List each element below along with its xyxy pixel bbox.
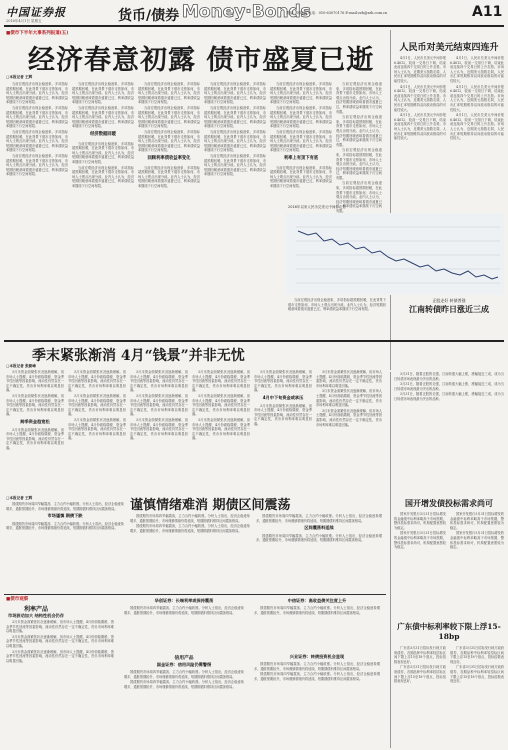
- article-body: 3月31日，随着正股的走强，江南转债大幅上涨，涨幅接近三成，成为当日转债市场表现最为突出的品种。 3月31日，随着正股的走强，江南转债大幅上涨，涨幅接近三成，成为当日转债市场表现最为突出的品种。 3月31日，随着正股的走强，江南转债大幅上涨，涨幅接近三成，成为当日转债市场表现最为突出的品种。: [394, 372, 504, 401]
- headline: 人民币对美元结束四连升: [399, 43, 499, 53]
- article-body: 3月末资金面紧张状况逐渐缓解，但市场人士提醒，4月份面临缴税、资金季节性回流等因素影响，流动性仍然存在一定不确定性，货币市场利率难以明显回落。 3月末资金面紧张状况逐渐缓解，但市场人士提醒，4月份面临缴税、资金季节性回流等因素影响，流动性仍然存在一定不确定性，货币市场利率难以明显回落。 3月末资金面紧张状况逐渐缓解，但市场人士提醒，4月份面临缴税、资金季节性回流等因素影响，流动性仍然存在一定不确定性，货币市场利率难以明显回落。: [316, 370, 382, 427]
- headline: 经济春意初露 债市盛夏已逝: [28, 45, 375, 76]
- article-body: 3月末资金面紧张状况逐渐缓解，但市场人士提醒，4月份面临缴税、资金季节性回流等因素影响，流动性仍然存在一定不确定性，货币市场利率难以明显回落。 3月末资金面紧张状况逐渐缓解，但市场人士提醒，4月份面临缴税、资金季节性回流等因素影响，流动性仍然存在一定不确定性，货币市场利率难以明显回落。 3月末资金面紧张状况逐渐缓解，但市场人士提醒，4月份面临缴税、资金季节性回流等因素影响，流动性仍然存在一定不确定性，货币市场利率难以明显回落。: [6, 620, 114, 663]
- headline: 江南转债昨日涨近三成: [409, 304, 489, 314]
- byline: □本报记者 张勤峰: [6, 364, 36, 368]
- kicker: 正股走好 转债普涨: [432, 298, 466, 303]
- masthead-rule: [4, 25, 504, 27]
- subhead: 经济数据回暖: [90, 131, 116, 137]
- article-body: 国债期货市场周四窄幅震荡，主力合约小幅收涨。分析人士指出，经济企稳迹象增多，通胀预期抬升，市场谨慎情绪仍将延续，短期期债料维持区间震荡格局。 国债期货市场周四窄幅震荡，主力合约小幅收涨。分析人士指出，经济企稳迹象增多，通胀预期抬升，市场谨慎情绪仍将延续，短期期债料维持区间震荡格局。: [130, 514, 250, 533]
- subhead: 市场谨慎 期债下跌: [47, 513, 83, 519]
- column-item: 国金证券：信用风险仍需警惕: [156, 662, 212, 667]
- page-number: A11: [472, 4, 503, 20]
- subhead: 4月中下旬资金或承压: [262, 394, 304, 400]
- article-body: 国债期货市场周四窄幅震荡，主力合约小幅收涨。分析人士指出，经济企稳迹象增多，通胀预期抬升，市场谨慎情绪仍将延续，短期期债料维持区间震荡格局。 区间震荡料延续 国债期货市场周四窄幅震荡，主力合约小幅收涨。分析人士指出，经济企稳迹象增多，通胀预期抬升，市场谨慎情绪仍将延续，短期期债料维持区间震荡格局。: [256, 514, 382, 543]
- article-body: 3月末资金面紧张状况逐渐缓解，但市场人士提醒，4月份面临缴税、资金季节性回流等因素影响，流动性仍然存在一定不确定性，货币市场利率难以明显回落。 3月末资金面紧张状况逐渐缓解，但市场人士提醒，4月份面临缴税、资金季节性回流等因素影响，流动性仍然存在一定不确定性，货币市场利率难以明显回落。 3月末资金面紧张状况逐渐缓解，但市场人士提醒，4月份面临缴税、资金季节性回流等因素影响，流动性仍然存在一定不确定性，货币市场利率难以明显回落。: [192, 370, 250, 441]
- column: [4, 596, 386, 748]
- headline: 广东债中标利率较下限上浮15-18bp: [397, 622, 501, 641]
- paper-name: 中国证券报: [6, 6, 66, 19]
- article-body: 国家开发银行3月31日招标增发的金融债中标利率略高于市场预期，整体投标需求尚可，机构配置意愿较为稳定。 国家开发银行3月31日招标增发的金融债中标利率略高于市场预期，整体投标需求尚可，机构配置意愿较为稳定。: [450, 512, 504, 550]
- series-tag: ■债市下半年大事系列报道(五): [6, 31, 69, 36]
- article-body: 国债期货市场周四窄幅震荡，主力合约小幅收涨。分析人士指出，经济企稳迹象增多，通胀预期抬升，市场谨慎情绪仍将延续，短期期债料维持区间震荡格局。: [124, 606, 244, 615]
- article-body: 当前宏观经济出现企稳迹象，多项指标超预期回暖，在此背景下债市走势如何，市场人士观点出现分歧。业内人士认为，经济短期回暖意味着债市盛夏已过，利率债收益率继续下行空间有限。 当前宏观经济出现企稳迹象，多项指标超预期回暖，在此背景下债市走势如何，市场人士观点出现分歧。业内人士认为，经济短期回暖意味着债市盛夏已过，利率债收益率继续下行空间有限。 当前宏观经济出现企稳迹象，多项指标超预期回暖，在此背景下债市走势如何，市场人士观点出现分歧。业内人士认为，经济短期回暖意味着债市盛夏已过，利率债收益率继续下行空间有限。 当前宏观经济出现企稳迹象，多项指标超预期回暖，在此背景下债市走势如何，市场人士观点出现分歧。业内人士认为，经济短期回暖意味着债市盛夏已过，利率债收益率继续下行空间有限。: [6, 82, 68, 177]
- article-body: 国债期货市场周四窄幅震荡，主力合约小幅收涨。分析人士指出，经济企稳迹象增多，通胀预期抬升，市场谨慎情绪仍将延续，短期期债料维持区间震荡格局。 市场谨慎 期债下跌 国债期货市场周四窄幅震荡，主力合约小幅收涨。分析人士指出，经济企稳迹象增多，通胀预期抬升，市场谨慎情绪仍将延续，短期期债料维持区间震荡格局。: [6, 502, 124, 531]
- section-title-en: Money·Bonds: [182, 2, 311, 22]
- chart-plot: [286, 213, 504, 295]
- subhead: 利率上有顶下有底: [283, 155, 319, 161]
- editor-line: 责编：刘晓莉 电话：010-63070176 E-mail:zzb@zzb.com.cn: [286, 11, 388, 15]
- article-body: 广东省3月31日招标发行地方政府债券，各期品种中标利率较招标区间下限上浮15至18个基点，投标倍数表现良好。 广东省3月31日招标发行地方政府债券，各期品种中标利率较招标区间下限上浮15至18个基点，投标倍数表现良好。: [394, 646, 446, 684]
- byline: □本报记者 王辉: [6, 496, 33, 500]
- column-header: ■债市观察: [6, 597, 29, 602]
- subhead: 回顾利率债收益率变化: [147, 155, 191, 161]
- column-divider: [390, 30, 391, 370]
- article-body: 3月末资金面紧张状况逐渐缓解，但市场人士提醒，4月份面临缴税、资金季节性回流等因素影响，流动性仍然存在一定不确定性，货币市场利率难以明显回落。 4月中下旬资金或承压 3月末资金面紧张状况逐渐缓解，但市场人士提醒，4月份面临缴税、资金季节性回流等因素影响，流动性仍然存在一定不确定性，货币市场利率难以明显回落。: [254, 370, 312, 426]
- article-body: 3月末资金面紧张状况逐渐缓解，但市场人士提醒，4月份面临缴税、资金季节性回流等因素影响，流动性仍然存在一定不确定性，货币市场利率难以明显回落。 3月末资金面紧张状况逐渐缓解，但市场人士提醒，4月份面临缴税、资金季节性回流等因素影响，流动性仍然存在一定不确定性，货币市场利率难以明显回落。 3月末资金面紧张状况逐渐缓解，但市场人士提醒，4月份面临缴税、资金季节性回流等因素影响，流动性仍然存在一定不确定性，货币市场利率难以明显回落。: [68, 370, 126, 441]
- column-items: [124, 596, 382, 746]
- column-divider: [390, 372, 391, 748]
- column-sub: 市场波动加大 结构性机会仍存: [8, 613, 64, 618]
- article-body: 当前宏观经济出现企稳迹象，多项指标超预期回暖，在此背景下债市走势如何，市场人士观点出现分歧。业内人士认为，经济短期回暖意味着债市盛夏已过，利率债收益率继续下行空间有限。: [288, 298, 386, 312]
- subhead: 跨季资金趋宽松: [20, 418, 50, 424]
- column-item: 信用产品: [174, 656, 194, 661]
- article-body: 国债期货市场周四窄幅震荡，主力合约小幅收涨。分析人士指出，经济企稳迹象增多，通胀预期抬升，市场谨慎情绪仍将延续，短期期债料维持区间震荡格局。: [254, 606, 380, 615]
- guangdong-story: [394, 622, 504, 748]
- quarter-story: [4, 342, 384, 492]
- jiangsu-story: [394, 298, 504, 370]
- article-body: 当前宏观经济出现企稳迹象，多项指标超预期回暖，在此背景下债市走势如何，市场人士观点出现分歧。业内人士认为，经济短期回暖意味着债市盛夏已过，利率债收益率继续下行空间有限。 当前宏观经济出现企稳迹象，多项指标超预期回暖，在此背景下债市走势如何，市场人士观点出现分歧。业内人士认为，经济短期回暖意味着债市盛夏已过，利率债收益率继续下行空间有限。 当前宏观经济出现企稳迹象，多项指标超预期回暖，在此背景下债市走势如何，市场人士观点出现分歧。业内人士认为，经济短期回暖意味着债市盛夏已过，利率债收益率继续下行空间有限。 当前宏观经济出现企稳迹象，多项指标超预期回暖，在此背景下债市走势如何，市场人士观点出现分歧。业内人士认为，经济短期回暖意味着债市盛夏已过，利率债收益率继续下行空间有限。: [336, 82, 382, 214]
- headline: 谨慎情绪难消 期债区间震荡: [130, 498, 291, 513]
- headline: 季末紧张渐消 4月“钱景”并非无忧: [32, 348, 245, 364]
- article-body: 当前宏观经济出现企稳迹象，多项指标超预期回暖，在此背景下债市走势如何，市场人士观点出现分歧。业内人士认为，经济短期回暖意味着债市盛夏已过，利率债收益率继续下行空间有限。 当前宏观经济出现企稳迹象，多项指标超预期回暖，在此背景下债市走势如何，市场人士观点出现分歧。业内人士认为，经济短期回暖意味着债市盛夏已过，利率债收益率继续下行空间有限。 当前宏观经济出现企稳迹象，多项指标超预期回暖，在此背景下债市走势如何，市场人士观点出现分歧。业内人士认为，经济短期回暖意味着债市盛夏已过，利率债收益率继续下行空间有限。 当前宏观经济出现企稳迹象，多项指标超预期回暖，在此背景下债市走势如何，市场人士观点出现分歧。业内人士认为，经济短期回暖意味着债市盛夏已过，利率债收益率继续下行空间有限。: [204, 82, 266, 177]
- article-body: 国债期货市场周四窄幅震荡，主力合约小幅收涨。分析人士指出，经济企稳迹象增多，通胀预期抬升，市场谨慎情绪仍将延续，短期期债料维持区间震荡格局。 国债期货市场周四窄幅震荡，主力合约小幅收涨。分析人士指出，经济企稳迹象增多，通胀预期抬升，市场谨慎情绪仍将延续，短期期债料维持区间震荡格局。: [124, 670, 244, 689]
- article-body: 4月1日，人民币兑美元中间价报6.4612，较前一交易日下调，结束此前连续四个交易日的上升态势。市场人士认为，近期美元指数走弱，人民币汇率短期维持双向波动格局的可能性较大。 4月1日，人民币兑美元中间价报6.4612，较前一交易日下调，结束此前连续四个交易日的上升态势。市场人士认为，近期美元指数走弱，人民币汇率短期维持双向波动格局的可能性较大。 4月1日，人民币兑美元中间价报6.4612，较前一交易日下调，结束此前连续四个交易日的上升态势。市场人士认为，近期美元指数走弱，人民币汇率短期维持双向波动格局的可能性较大。: [450, 56, 504, 141]
- column-item: 华创证券：长端利率或保持震荡: [154, 598, 214, 603]
- masthead: [0, 0, 508, 30]
- article-body: 广东省3月31日招标发行地方政府债券，各期品种中标利率较招标区间下限上浮15至18个基点，投标倍数表现良好。 广东省3月31日招标发行地方政府债券，各期品种中标利率较招标区间下限上浮15至18个基点，投标倍数表现良好。: [450, 646, 504, 684]
- column-item: 兴业证券：转债投资机会显现: [289, 654, 345, 659]
- column-item: 中信证券：高收益债关注度上升: [287, 598, 347, 603]
- article-body: 当前宏观经济出现企稳迹象，多项指标超预期回暖，在此背景下债市走势如何，市场人士观点出现分歧。业内人士认为，经济短期回暖意味着债市盛夏已过，利率债收益率继续下行空间有限。 当前宏观经济出现企稳迹象，多项指标超预期回暖，在此背景下债市走势如何，市场人士观点出现分歧。业内人士认为，经济短期回暖意味着债市盛夏已过，利率债收益率继续下行空间有限。 当前宏观经济出现企稳迹象，多项指标超预期回暖，在此背景下债市走势如何，市场人士观点出现分歧。业内人士认为，经济短期回暖意味着债市盛夏已过，利率债收益率继续下行空间有限。 利率上有顶下有底 当前宏观经济出现企稳迹象，多项指标超预期回暖，在此背景下债市走势如何，市场人士观点出现分歧。业内人士认为，经济短期回暖意味着债市盛夏已过，利率债收益率继续下行空间有限。: [270, 82, 332, 188]
- page-date: 2016年4月1日 星期五: [6, 19, 42, 23]
- article-body: 4月1日，人民币兑美元中间价报6.4612，较前一交易日下调，结束此前连续四个交易日的上升态势。市场人士认为，近期美元指数走弱，人民币汇率短期维持双向波动格局的可能性较大。 4月1日，人民币兑美元中间价报6.4612，较前一交易日下调，结束此前连续四个交易日的上升态势。市场人士认为，近期美元指数走弱，人民币汇率短期维持双向波动格局的可能性较大。 4月1日，人民币兑美元中间价报6.4612，较前一交易日下调，结束此前连续四个交易日的上升态势。市场人士认为，近期美元指数走弱，人民币汇率短期维持双向波动格局的可能性较大。: [394, 56, 446, 141]
- article-body: 当前宏观经济出现企稳迹象，多项指标超预期回暖，在此背景下债市走势如何，市场人士观点出现分歧。业内人士认为，经济短期回暖意味着债市盛夏已过，利率债收益率继续下行空间有限。 当前宏观经济出现企稳迹象，多项指标超预期回暖，在此背景下债市走势如何，市场人士观点出现分歧。业内人士认为，经济短期回暖意味着债市盛夏已过，利率债收益率继续下行空间有限。 经济数据回暖 当前宏观经济出现企稳迹象，多项指标超预期回暖，在此背景下债市走势如何，市场人士观点出现分歧。业内人士认为，经济短期回暖意味着债市盛夏已过，利率债收益率继续下行空间有限。 当前宏观经济出现企稳迹象，多项指标超预期回暖，在此背景下债市走势如何，市场人士观点出现分歧。业内人士认为，经济短期回暖意味着债市盛夏已过，利率债收益率继续下行空间有限。: [72, 82, 134, 188]
- column-title: 利率产品: [24, 606, 49, 613]
- chart-title: 2016年以来人民币兑美元中间价走势: [288, 205, 346, 209]
- headline: 国开增发债投标需求尚可: [405, 498, 493, 508]
- prudent-story: [4, 492, 384, 592]
- article-body: 国债期货市场周四窄幅震荡，主力合约小幅收涨。分析人士指出，经济企稳迹象增多，通胀预期抬升，市场谨慎情绪仍将延续，短期期债料维持区间震荡格局。 国债期货市场周四窄幅震荡，主力合约小幅收涨。分析人士指出，经济企稳迹象增多，通胀预期抬升，市场谨慎情绪仍将延续，短期期债料维持区间震荡格局。: [254, 662, 380, 681]
- rmb-chart: [286, 205, 504, 295]
- article-body: 当前宏观经济出现企稳迹象，多项指标超预期回暖，在此背景下债市走势如何，市场人士观点出现分歧。业内人士认为，经济短期回暖意味着债市盛夏已过，利率债收益率继续下行空间有限。 当前宏观经济出现企稳迹象，多项指标超预期回暖，在此背景下债市走势如何，市场人士观点出现分歧。业内人士认为，经济短期回暖意味着债市盛夏已过，利率债收益率继续下行空间有限。 当前宏观经济出现企稳迹象，多项指标超预期回暖，在此背景下债市走势如何，市场人士观点出现分歧。业内人士认为，经济短期回暖意味着债市盛夏已过，利率债收益率继续下行空间有限。 回顾利率债收益率变化 当前宏观经济出现企稳迹象，多项指标超预期回暖，在此背景下债市走势如何，市场人士观点出现分歧。业内人士认为，经济短期回暖意味着债市盛夏已过，利率债收益率继续下行空间有限。: [138, 82, 200, 188]
- article-body: 3月末资金面紧张状况逐渐缓解，但市场人士提醒，4月份面临缴税、资金季节性回流等因素影响，流动性仍然存在一定不确定性，货币市场利率难以明显回落。 3月末资金面紧张状况逐渐缓解，但市场人士提醒，4月份面临缴税、资金季节性回流等因素影响，流动性仍然存在一定不确定性，货币市场利率难以明显回落。 跨季资金趋宽松 3月末资金面紧张状况逐渐缓解，但市场人士提醒，4月份面临缴税、资金季节性回流等因素影响，流动性仍然存在一定不确定性，货币市场利率难以明显回落。: [6, 370, 64, 450]
- section-title-cn: 货币/债券: [118, 8, 180, 24]
- section-rule: [4, 594, 386, 595]
- article-body: 3月末资金面紧张状况逐渐缓解，但市场人士提醒，4月份面临缴税、资金季节性回流等因素影响，流动性仍然存在一定不确定性，货币市场利率难以明显回落。 3月末资金面紧张状况逐渐缓解，但市场人士提醒，4月份面临缴税、资金季节性回流等因素影响，流动性仍然存在一定不确定性，货币市场利率难以明显回落。 3月末资金面紧张状况逐渐缓解，但市场人士提醒，4月份面临缴税、资金季节性回流等因素影响，流动性仍然存在一定不确定性，货币市场利率难以明显回落。: [130, 370, 188, 441]
- subhead: 区间震荡料延续: [304, 525, 334, 531]
- byline: □本报记者 王辉: [6, 75, 33, 79]
- article-body: 国家开发银行3月31日招标增发的金融债中标利率略高于市场预期，整体投标需求尚可，机构配置意愿较为稳定。 国家开发银行3月31日招标增发的金融债中标利率略高于市场预期，整体投标需求尚可，机构配置意愿较为稳定。: [394, 512, 446, 550]
- corp-story: [394, 498, 504, 618]
